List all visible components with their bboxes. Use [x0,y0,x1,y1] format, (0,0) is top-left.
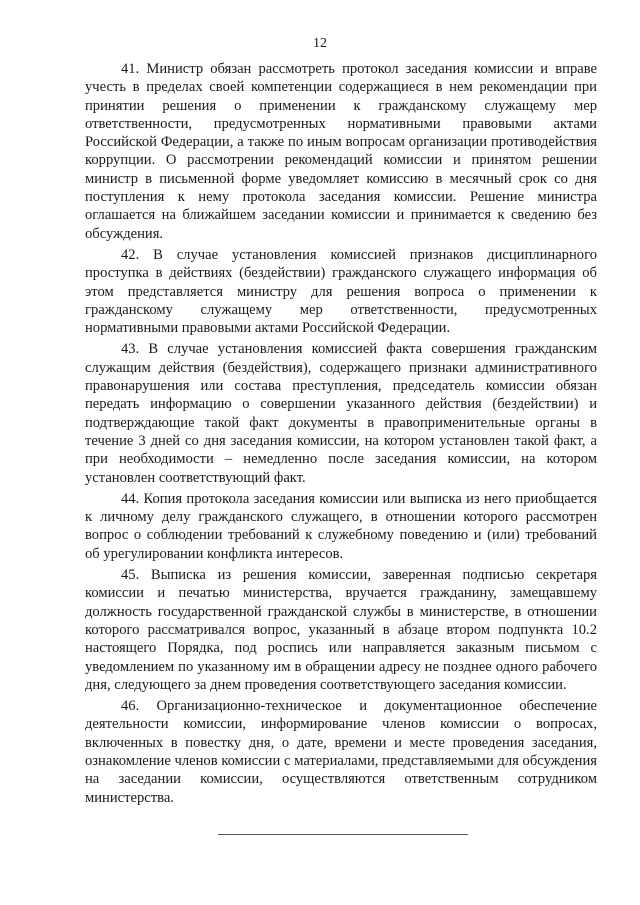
end-of-document-rule [218,834,468,835]
paragraph-41: 41. Министр обязан рассмотреть протокол заседания комиссии и вправе учесть в пределах своей компетенции содержащиеся в нем рекомендации при принятии решения о применении к гражданскому служащему мер ответственности, предусмотренных нормативными правовыми актами Российской Федерации, а также по иным вопросам организации противодействия коррупции. О рассмотрении рекомендаций комиссии и принятом решении министр в письменной форме уведомляет комиссию в месячный срок со дня поступления к нему протокола заседания комиссии. Решение министра оглашается на ближайшем заседании комиссии и принимается к сведению без обсуждения. [85,61,597,242]
paragraph-46: 46. Организационно-техническое и документационное обеспечение деятельности комиссии, информирование членов комиссии о вопросах, включенных в повестку дня, о дате, времени и месте проведения заседания, ознакомление членов комиссии с материалами, представляемыми для обсуждения на заседании комиссии, осуществляются ответственным сотрудником министерства. [85,698,597,806]
document-body [85,60,597,807]
paragraph-43: 43. В случае установления комиссией факта совершения гражданским служащим действия (бездействия), содержащего признаки административного правонарушения или состава преступления, председатель комиссии обязан передать информацию о совершении указанного действия (бездействии) и подтверждающие такой факт документы в правоприменительные органы в течение 3 дней со дня заседания комиссии, на котором установлен такой факт, а при необходимости – немедленно после заседания комиссии, на котором установлен соответствующий факт. [85,341,597,486]
paragraph-42: 42. В случае установления комиссией признаков дисциплинарного проступка в действиях (бездействии) гражданского служащего информация об этом представляется министру для решения вопроса о применении к гражданскому служащему мер ответственности, предусмотренных нормативными правовыми актами Российской Федерации. [85,246,597,337]
paragraph-45: 45. Выписка из решения комиссии, заверенная подписью секретаря комиссии и печатью министерства, вручается гражданину, замещавшему должность государственной гражданской службы в министерстве, в отношении которого рассматривался вопрос, указанный в абзаце втором подпункта 10.2 настоящего Порядка, под роспись или направляется заказным письмом с уведомлением по указанному им в обращении адресу не позднее одного рабочего дня, следующего за днем проведения соответствующего заседания комиссии. [85,567,597,693]
paragraph-44: 44. Копия протокола заседания комиссии или выписка из него приобщается к личному делу гражданского служащего, в отношении которого рассмотрен вопрос о соблюдении требований к служебному поведению и (или) требований об урегулировании конфликта интересов. [85,490,597,562]
page-number: 12 [313,36,327,51]
